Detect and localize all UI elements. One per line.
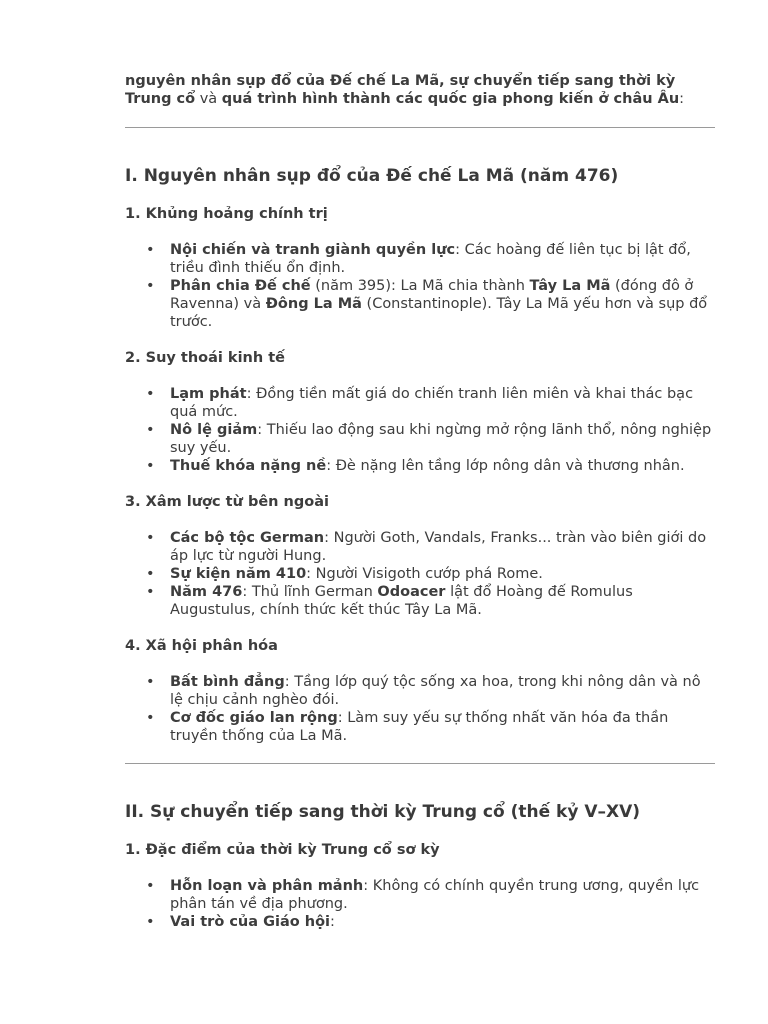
social-division-list — [125, 673, 715, 745]
document-content — [125, 72, 715, 931]
intro-part-4: quá trình hình thành các quốc gia phong kiến ở châu Âu — [221, 91, 680, 107]
list-item-text: : Người Visigoth cướp phá Rome. — [306, 566, 543, 582]
list-item-term: Odoacer — [377, 584, 446, 600]
subsection-political-crisis-heading: 1. Khủng hoảng chính trị — [125, 206, 328, 222]
list-item — [170, 241, 715, 277]
list-item-term: Năm 476 — [170, 584, 243, 600]
section-1-heading: I. Nguyên nhân sụp đổ của Đế chế La Mã (năm 476) — [125, 166, 619, 186]
list-item-term: Hỗn loạn và phân mảnh — [170, 878, 364, 894]
list-item-term: Các bộ tộc German — [170, 530, 325, 546]
list-item — [170, 565, 715, 583]
list-item — [170, 709, 715, 745]
list-item-term: Bất bình đẳng — [170, 674, 285, 690]
list-item-text: lật đổ Hoàng đế Romulus Augustulus, chính thức kết thúc Tây La Mã. — [170, 584, 633, 618]
list-item-term: Tây La Mã — [529, 278, 611, 294]
list-item-text: : — [330, 914, 335, 930]
list-item-term: Nội chiến và tranh giành quyền lực — [170, 242, 456, 258]
list-item-term: Đông La Mã — [265, 296, 362, 312]
intro-part-1: nguyên nhân sụp đổ của Đế chế La Mã — [125, 73, 440, 89]
intro-part-5: : — [679, 91, 685, 107]
intro-part-3: và — [195, 91, 222, 107]
subsection-economic-decline-heading: 2. Suy thoái kinh tế — [125, 350, 286, 366]
economic-decline-list — [125, 385, 715, 475]
horizontal-divider — [125, 763, 715, 764]
list-item-term: Vai trò của Giáo hội — [170, 914, 330, 930]
list-item — [170, 673, 715, 709]
list-item-text: (đóng đô ở Ravenna) và — [170, 278, 694, 312]
list-item-term: Thuế khóa nặng nề — [170, 458, 327, 474]
list-item — [170, 529, 715, 565]
early-middle-ages-list — [125, 877, 715, 931]
list-item-text: : Tầng lớp quý tộc sống xa hoa, trong khi nông dân và nô lệ chịu cảnh nghèo đói. — [170, 674, 701, 708]
list-item-text: : Đồng tiền mất giá do chiến tranh liên miên và khai thác bạc quá mức. — [170, 386, 694, 420]
list-item-term: Sự kiện năm 410 — [170, 566, 307, 582]
horizontal-divider — [125, 127, 715, 128]
subsection-early-middle-ages-heading: 1. Đặc điểm của thời kỳ Trung cổ sơ kỳ — [125, 842, 440, 858]
list-item — [170, 277, 715, 331]
list-item — [170, 913, 715, 931]
political-crisis-list — [125, 241, 715, 331]
list-item-text: : Đè nặng lên tầng lớp nông dân và thương nhân. — [326, 458, 685, 474]
list-item — [170, 877, 715, 913]
list-item-text: : Các hoàng đế liên tục bị lật đổ, triều đình thiếu ổn định. — [170, 242, 691, 276]
list-item-text: : Thủ lĩnh German — [242, 584, 378, 600]
list-item-term: Nô lệ giảm — [170, 422, 258, 438]
intro-part-2: , sự chuyển tiếp sang thời kỳ Trung cổ — [125, 73, 676, 107]
subsection-social-division-heading: 4. Xã hội phân hóa — [125, 638, 278, 654]
list-item-text: : Làm suy yếu sự thống nhất văn hóa đa thần truyền thống của La Mã. — [170, 710, 669, 744]
list-item-term: Lạm phát — [170, 386, 247, 402]
list-item-text: (Constantinople). Tây La Mã yếu hơn và sụp đổ trước. — [170, 296, 708, 330]
section-2-heading: II. Sự chuyển tiếp sang thời kỳ Trung cổ (thế kỷ V–XV) — [125, 802, 641, 822]
list-item-text: : Thiếu lao động sau khi ngừng mở rộng lãnh thổ, nông nghiệp suy yếu. — [170, 422, 712, 456]
list-item — [170, 457, 715, 475]
list-item-term: Phân chia Đế chế — [170, 278, 311, 294]
intro-paragraph — [125, 72, 715, 108]
list-item — [170, 385, 715, 421]
external-invasion-list — [125, 529, 715, 619]
list-item — [170, 583, 715, 619]
list-item — [170, 421, 715, 457]
subsection-external-invasion-heading: 3. Xâm lược từ bên ngoài — [125, 494, 329, 510]
list-item-text: : Không có chính quyền trung ương, quyền lực phân tán về địa phương. — [170, 878, 700, 912]
list-item-text: (năm 395): La Mã chia thành — [310, 278, 530, 294]
list-item-term: Cơ đốc giáo lan rộng — [170, 710, 338, 726]
list-item-text: : Người Goth, Vandals, Franks... tràn vào biên giới do áp lực từ người Hung. — [170, 530, 707, 564]
